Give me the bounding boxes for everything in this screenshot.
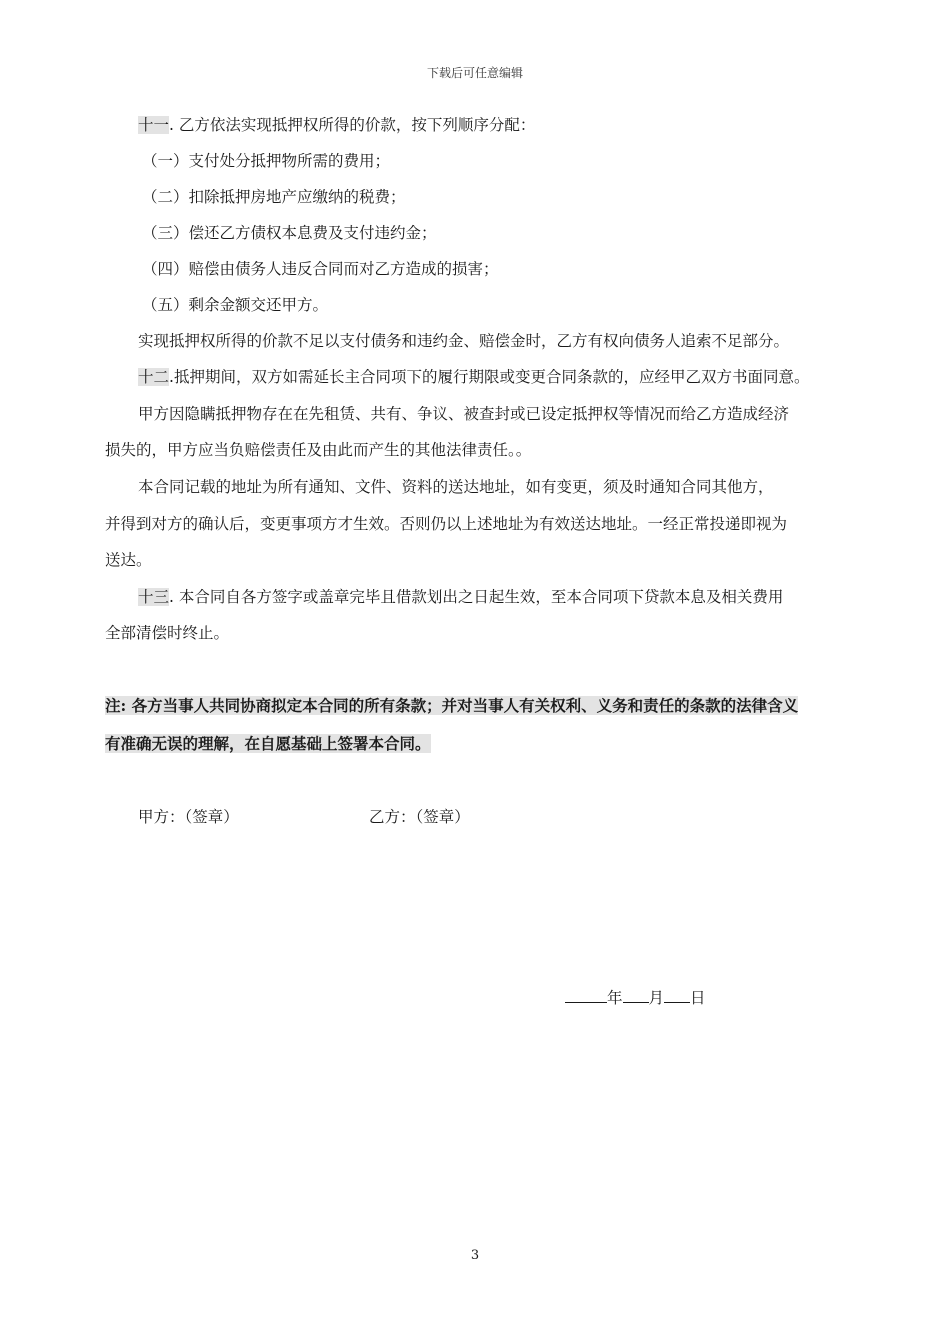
party-a-signature: 甲方：（签章） bbox=[138, 808, 239, 826]
party-b-signature: 乙方：（签章） bbox=[369, 808, 470, 826]
page-number: 3 bbox=[470, 1248, 480, 1263]
clause-11-text: . 乙方依法实现抵押权所得的价款，按下列顺序分配： bbox=[169, 116, 536, 134]
clause-13-line2: 全部清偿时终止。 bbox=[105, 624, 230, 642]
clause-11-item-1: （一）支付处分抵押物所需的费用； bbox=[142, 152, 391, 170]
year-blank bbox=[565, 988, 607, 1003]
day-blank bbox=[664, 988, 690, 1003]
clause-13-text: . 本合同自各方签字或盖章完毕且借款划出之日起生效，至本合同项下贷款本息及相关费用 bbox=[169, 588, 784, 606]
month-label: 月 bbox=[648, 989, 665, 1007]
clause-12-number: 十二 bbox=[138, 368, 170, 386]
clause-11-shortfall: 实现抵押权所得的价款不足以支付债务和违约金、赔偿金时，乙方有权向债务人追索不足部分。 bbox=[138, 332, 790, 350]
signing-date bbox=[565, 986, 706, 1008]
clause-13-heading bbox=[138, 587, 888, 607]
clause-11-heading bbox=[138, 115, 888, 135]
note-line2 bbox=[105, 734, 857, 754]
month-blank bbox=[623, 988, 649, 1003]
clause-11-item-2: （二）扣除抵押房地产应缴纳的税费； bbox=[142, 188, 406, 206]
day-label: 日 bbox=[690, 989, 706, 1007]
clause-12-p2-line1: 本合同记载的地址为所有通知、文件、资料的送达地址，如有变更，须及时通知合同其他方， bbox=[138, 478, 774, 496]
clause-12-p1-line2: 损失的，甲方应当负赔偿责任及由此而产生的其他法律责任。。 bbox=[105, 441, 532, 459]
note-line1 bbox=[105, 696, 857, 716]
clause-11-item-5: （五）剩余金额交还甲方。 bbox=[142, 296, 329, 314]
clause-12-p2-line2: 并得到对方的确认后，变更事项方才生效。否则仍以上述地址为有效送达地址。一经正常投递即视为 bbox=[105, 515, 788, 533]
clause-11-item-4: （四）赔偿由债务人违反合同而对乙方造成的损害； bbox=[142, 260, 499, 278]
page-header: 下载后可任意编辑 bbox=[426, 66, 523, 80]
clause-11-number: 十一 bbox=[138, 116, 170, 134]
clause-12-text: .抵押期间，双方如需延长主合同项下的履行期限或变更合同条款的，应经甲乙双方书面同意。 bbox=[169, 368, 810, 386]
clause-13-number: 十三 bbox=[138, 588, 170, 606]
clause-12-p1-line1: 甲方因隐瞒抵押物存在在先租赁、共有、争议、被查封或已设定抵押权等情况而给乙方造成经济 bbox=[138, 405, 790, 423]
clause-12-p2-line3: 送达。 bbox=[105, 551, 152, 569]
clause-12-heading bbox=[138, 367, 888, 387]
clause-11-item-3: （三）偿还乙方债权本息费及支付违约金； bbox=[142, 224, 437, 242]
year-label: 年 bbox=[607, 989, 623, 1007]
note-line2-text: 有准确无误的理解，在自愿基础上签署本合同。 bbox=[105, 734, 431, 753]
note-line1-text: 注: 各方当事人共同协商拟定本合同的所有条款；并对当事人有关权利、义务和责任的条款的法律含义 bbox=[105, 696, 799, 715]
